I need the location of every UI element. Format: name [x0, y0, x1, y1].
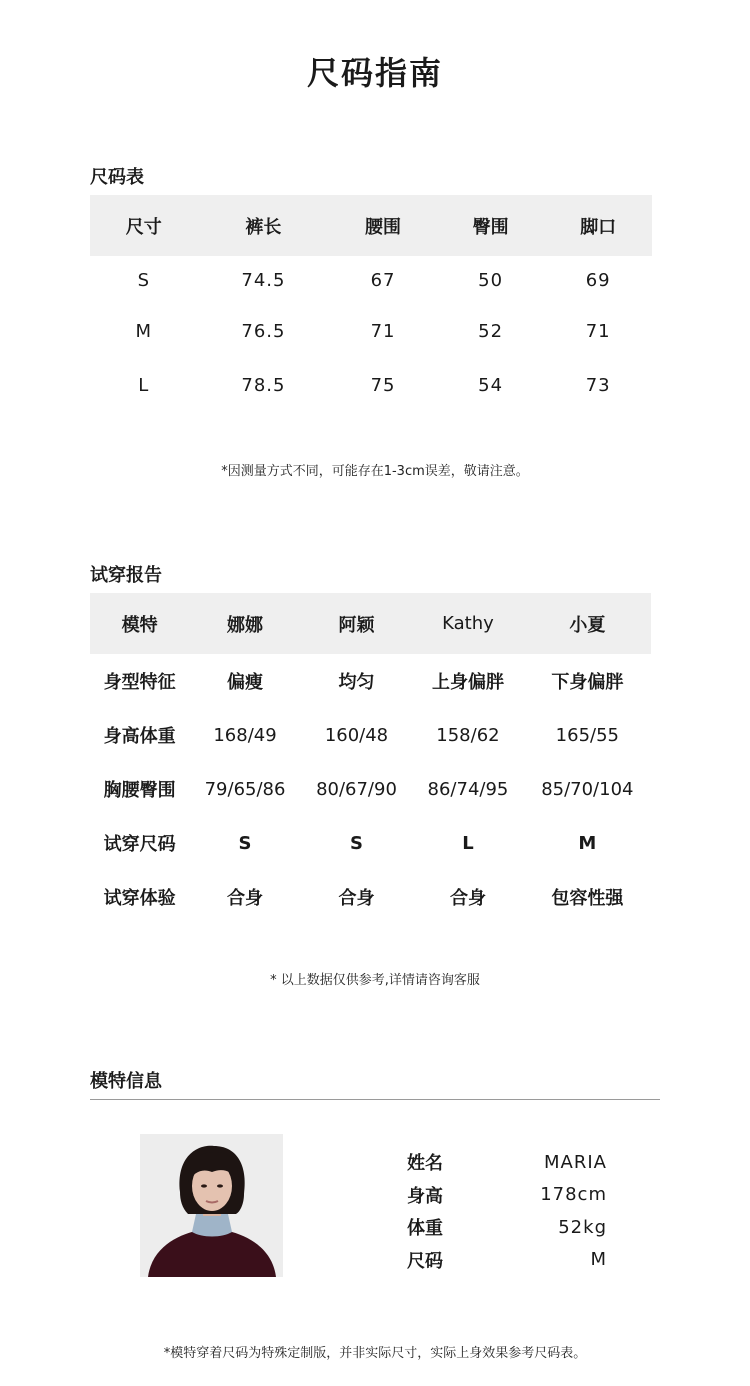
fit-report-header-row [90, 593, 651, 654]
fit-report-note: * 以上数据仅供参考,详情请咨询客服 [270, 973, 480, 988]
fit-report-header: 娜娜 [227, 614, 264, 636]
table-cell: 73 [585, 374, 611, 396]
size-chart-note: *因测量方式不同，可能存在1-3cm误差，敬请注意。 [221, 464, 529, 479]
table-cell: 75 [370, 374, 396, 396]
size-chart-table [90, 195, 652, 412]
table-cell: 合身 [338, 888, 375, 909]
table-cell: 158/62 [436, 724, 500, 746]
size-chart-header-row [90, 195, 652, 256]
divider [90, 1099, 660, 1100]
table-cell: 76.5 [241, 320, 286, 342]
table-cell: S [238, 832, 252, 854]
size-chart-header: 腰围 [365, 216, 402, 238]
row-label: 胸腰臀围 [103, 780, 176, 801]
table-row [90, 708, 651, 762]
table-cell: 86/74/95 [427, 778, 509, 800]
table-cell: 包容性强 [551, 888, 624, 909]
model-info-label: 身高 [407, 1185, 443, 1207]
model-info-title: 模特信息 [90, 1071, 162, 1092]
table-cell: 78.5 [241, 374, 286, 396]
model-info-row [407, 1211, 607, 1244]
table-cell: 均匀 [338, 672, 375, 693]
fit-report-header: Kathy [442, 613, 494, 634]
model-info-value: MARIA [544, 1151, 607, 1173]
fit-report-table [90, 593, 651, 924]
table-cell: 80/67/90 [316, 778, 397, 800]
table-cell: 168/49 [213, 724, 277, 746]
page-title: 尺码指南 [306, 54, 443, 92]
model-info-value: 178cm [540, 1184, 607, 1206]
size-chart-title: 尺码表 [90, 167, 144, 188]
model-info-list [407, 1146, 607, 1276]
model-info-label: 姓名 [407, 1153, 443, 1175]
table-cell: 54 [478, 374, 504, 396]
table-cell: 合身 [449, 888, 486, 909]
model-info-row [407, 1244, 607, 1277]
fit-report-header: 阿颖 [338, 614, 375, 636]
model-photo [140, 1134, 283, 1277]
model-info-row [407, 1179, 607, 1212]
size-chart-header: 臀围 [472, 216, 509, 238]
table-cell: 下身偏胖 [551, 672, 624, 693]
table-cell: 50 [478, 269, 504, 291]
fit-report-header: 模特 [121, 614, 158, 636]
table-cell: L [462, 832, 474, 854]
model-info-label: 体重 [407, 1218, 443, 1240]
table-cell: 79/65/86 [204, 778, 286, 800]
table-cell: 74.5 [241, 269, 286, 291]
table-row [90, 762, 651, 816]
model-info-value: M [590, 1249, 607, 1271]
table-row [90, 358, 652, 412]
model-info-label: 尺码 [407, 1250, 443, 1272]
table-cell: 上身偏胖 [431, 672, 504, 693]
table-cell: L [138, 374, 150, 396]
model-info-note: *模特穿着尺码为特殊定制版，并非实际尺寸，实际上身效果参考尺码表。 [163, 1346, 587, 1361]
table-cell: S [137, 269, 150, 291]
table-cell: 85/70/104 [541, 778, 634, 800]
row-label: 身型特征 [103, 672, 176, 693]
table-cell: M [578, 832, 597, 854]
size-chart-header: 脚口 [580, 216, 617, 238]
table-cell: 69 [585, 269, 611, 291]
table-row [90, 816, 651, 870]
table-row [90, 256, 652, 304]
model-info-row [407, 1146, 607, 1179]
row-label: 身高体重 [103, 726, 176, 747]
size-chart-header: 尺寸 [125, 216, 162, 238]
table-cell: S [350, 832, 363, 854]
table-cell: 71 [585, 320, 611, 342]
row-label: 试穿体验 [103, 888, 176, 909]
table-cell: 160/48 [324, 724, 389, 746]
table-row [90, 654, 651, 708]
table-cell: 合身 [227, 888, 264, 909]
row-label: 试穿尺码 [103, 834, 176, 855]
table-row [90, 304, 652, 358]
table-cell: 偏瘦 [227, 672, 264, 693]
table-cell: 71 [370, 320, 396, 342]
table-cell: 52 [478, 320, 504, 342]
table-cell: 165/55 [555, 724, 619, 746]
table-row [90, 870, 651, 924]
fit-report-header: 小夏 [569, 614, 606, 636]
size-chart-header: 裤长 [245, 216, 282, 238]
fit-report-title: 试穿报告 [90, 565, 162, 586]
table-cell: M [135, 320, 153, 342]
table-cell: 67 [370, 269, 396, 291]
model-info-value: 52kg [558, 1216, 607, 1238]
